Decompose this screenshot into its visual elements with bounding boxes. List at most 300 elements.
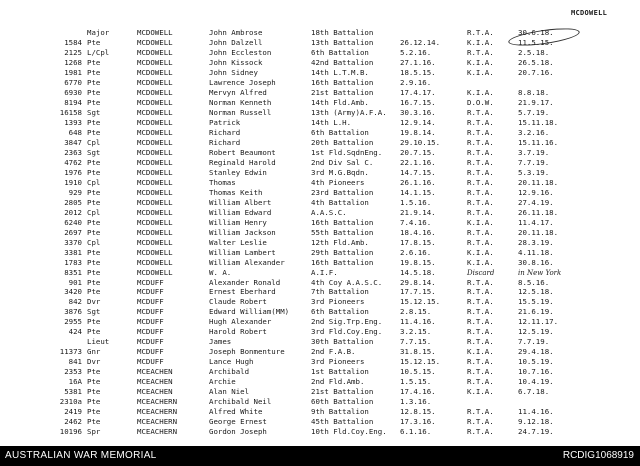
table-row xyxy=(0,317,640,327)
table-row xyxy=(0,198,640,208)
unit: 9th Battalion xyxy=(311,407,369,417)
service-number: 8351 xyxy=(64,267,82,277)
rank: Cpl xyxy=(87,237,101,247)
unit: 60th Battalion xyxy=(311,397,374,407)
enlistment-date: 17.3.16. xyxy=(400,417,436,427)
unit: 14th L.T.M.B. xyxy=(311,67,369,77)
enlistment-date: 19.8.15. xyxy=(400,257,436,267)
fate-date: 5.3.19. xyxy=(518,167,550,177)
surname: MCDOWELL xyxy=(137,37,173,47)
surname: MCDOWELL xyxy=(137,167,173,177)
enlistment-date: 20.7.15. xyxy=(400,147,436,157)
fate-date: 10.5.19. xyxy=(518,357,554,367)
service-number: 2419 xyxy=(64,407,82,417)
rank: Pte xyxy=(87,277,101,287)
unit: 2nd F.A.B. xyxy=(311,347,356,357)
fate-date: 11.4.17. xyxy=(518,217,554,227)
enlistment-date: 6.1.16. xyxy=(400,427,432,437)
enlistment-date: 21.9.14. xyxy=(400,207,436,217)
surname: MCEACHERN xyxy=(137,427,178,437)
page-header-surname: MCDOWELL xyxy=(571,9,608,17)
fate: R.T.A. xyxy=(467,307,494,317)
unit: 3rd Pioneers xyxy=(311,297,365,307)
rank: Pte xyxy=(87,247,101,257)
fate-date: 10.4.19. xyxy=(518,377,554,387)
fate: R.T.A. xyxy=(467,317,494,327)
fate: R.T.A. xyxy=(467,127,494,137)
surname: MCDOWELL xyxy=(137,107,173,117)
fate: R.T.A. xyxy=(467,147,494,157)
unit: 21st Battalion xyxy=(311,387,374,397)
table-row xyxy=(0,188,640,198)
table-row xyxy=(0,347,640,357)
rank: L/Cpl xyxy=(87,47,110,57)
given-names: John Dalzell xyxy=(209,37,263,47)
enlistment-date: 19.8.14. xyxy=(400,127,436,137)
fate: R.T.A. xyxy=(467,187,494,197)
service-number: 1584 xyxy=(64,37,82,47)
fate: Discard xyxy=(467,268,495,277)
fate-date: 11.4.16. xyxy=(518,407,554,417)
fate-date: 30.8.16. xyxy=(518,257,554,267)
fate: R.T.A. xyxy=(467,377,494,387)
surname: MCDUFF xyxy=(137,277,164,287)
service-number: 1268 xyxy=(64,57,82,67)
fate-date: 26.11.18. xyxy=(518,207,559,217)
rank: Dvr xyxy=(87,297,101,307)
unit: 23rd Battalion xyxy=(311,187,374,197)
enlistment-date: 1.5.15. xyxy=(400,377,432,387)
rank: Pte xyxy=(87,187,101,197)
enlistment-date: 3.2.15. xyxy=(400,327,432,337)
fate-date: 15.5.19. xyxy=(518,297,554,307)
fate: R.T.A. xyxy=(467,207,494,217)
unit: 12th Fld.Amb. xyxy=(311,237,369,247)
given-names: Thomas Keith xyxy=(209,187,263,197)
table-row xyxy=(0,108,640,118)
fate: R.T.A. xyxy=(467,47,494,57)
unit: 6th Battalion xyxy=(311,127,369,137)
service-number: 2697 xyxy=(64,227,82,237)
rank: Pte xyxy=(87,387,101,397)
enlistment-date: 26.1.16. xyxy=(400,177,436,187)
surname: MCDUFF xyxy=(137,297,164,307)
surname: MCDOWELL xyxy=(137,47,173,57)
unit: 4th Pioneers xyxy=(311,177,365,187)
enlistment-date: 29.10.15. xyxy=(400,137,441,147)
fate: D.O.W. xyxy=(467,97,494,107)
fate-date: in New York xyxy=(518,268,562,277)
unit: 2nd Fld.Amb. xyxy=(311,377,365,387)
rank: Spr xyxy=(87,427,101,437)
unit: 13th Battalion xyxy=(311,37,374,47)
fate-date: 28.3.19. xyxy=(518,237,554,247)
unit: 30th Battalion xyxy=(311,337,374,347)
unit: 4th Battalion xyxy=(311,197,369,207)
service-number: 10196 xyxy=(59,427,82,437)
rank: Pte xyxy=(87,67,101,77)
service-number: 929 xyxy=(68,187,82,197)
given-names: Alan Niel xyxy=(209,387,250,397)
unit: 4th Coy A.A.S.C. xyxy=(311,277,383,287)
unit: 13th (Army)A.F.A. xyxy=(311,107,387,117)
given-names: Lance Hugh xyxy=(209,357,254,367)
rank: Pte xyxy=(87,317,101,327)
rank: Pte xyxy=(87,77,101,87)
unit: 55th Battalion xyxy=(311,227,374,237)
rank: Pte xyxy=(87,397,101,407)
rank: Pte xyxy=(87,37,101,47)
given-names: John Kissock xyxy=(209,57,263,67)
rank: Pte xyxy=(87,327,101,337)
fate-date: 2.5.18. xyxy=(518,47,550,57)
fate-date: 21.9.17. xyxy=(518,97,554,107)
footer-record-id: RCDIG1068919 xyxy=(562,450,634,461)
rank: Cpl xyxy=(87,137,101,147)
given-names: William Edward xyxy=(209,207,272,217)
given-names: Hugh Alexander xyxy=(209,317,272,327)
surname: MCDOWELL xyxy=(137,97,173,107)
fate-date: 12.5.18. xyxy=(518,287,554,297)
fate: K.I.A. xyxy=(467,217,494,227)
unit: 2nd Div Sal C. xyxy=(311,157,374,167)
service-number: 2125 xyxy=(64,47,82,57)
service-number: 4762 xyxy=(64,157,82,167)
enlistment-date: 18.4.16. xyxy=(400,227,436,237)
fate: K.I.A. xyxy=(467,387,494,397)
table-row xyxy=(0,138,640,148)
fate: R.T.A. xyxy=(467,157,494,167)
fate: R.T.A. xyxy=(467,297,494,307)
service-number: 3847 xyxy=(64,137,82,147)
given-names: Edward William(MM) xyxy=(209,307,290,317)
service-number: 2012 xyxy=(64,207,82,217)
fate-date: 15.11.16. xyxy=(518,137,559,147)
surname: MCEACHERN xyxy=(137,397,178,407)
fate: R.T.A. xyxy=(467,277,494,287)
surname: MCDOWELL xyxy=(137,77,173,87)
fate: K.I.A. xyxy=(467,257,494,267)
fate-date: 20.7.16. xyxy=(518,67,554,77)
given-names: Walter Leslie xyxy=(209,237,267,247)
service-number: 1981 xyxy=(64,67,82,77)
unit: 1st Battalion xyxy=(311,367,369,377)
fate-date: 24.7.19. xyxy=(518,427,554,437)
service-number: 3876 xyxy=(64,307,82,317)
table-row xyxy=(0,377,640,387)
enlistment-date: 30.3.16. xyxy=(400,107,436,117)
fate: R.T.A. xyxy=(467,177,494,187)
table-row xyxy=(0,367,640,377)
fate: K.I.A. xyxy=(467,87,494,97)
fate-date: 12.5.19. xyxy=(518,327,554,337)
service-number: 2955 xyxy=(64,317,82,327)
fate-date: 5.7.19. xyxy=(518,107,550,117)
given-names: Patrick xyxy=(209,117,241,127)
service-number: 2363 xyxy=(64,147,82,157)
enlistment-date: 31.8.15. xyxy=(400,347,436,357)
rank: Pte xyxy=(87,377,101,387)
unit: 2nd Sig.Trp.Eng. xyxy=(311,317,383,327)
rank: Pte xyxy=(87,287,101,297)
fate-date: 20.11.18. xyxy=(518,227,559,237)
enlistment-date: 2.6.16. xyxy=(400,247,432,257)
surname: MCEACHERN xyxy=(137,407,178,417)
service-number: 1393 xyxy=(64,117,82,127)
service-number: 5381 xyxy=(64,387,82,397)
rank: Pte xyxy=(87,367,101,377)
table-row xyxy=(0,407,640,417)
rank: Pte xyxy=(87,267,101,277)
enlistment-date: 27.1.16. xyxy=(400,57,436,67)
rank: Pte xyxy=(87,227,101,237)
fate-date: 6.7.18. xyxy=(518,387,550,397)
service-number: 3420 xyxy=(64,287,82,297)
fate-date: 3.7.19. xyxy=(518,147,550,157)
fate: K.I.A. xyxy=(467,347,494,357)
given-names: Reginald Harold xyxy=(209,157,276,167)
surname: MCDOWELL xyxy=(137,237,173,247)
rank: Lieut xyxy=(87,337,110,347)
surname: MCDOWELL xyxy=(137,67,173,77)
surname: MCDOWELL xyxy=(137,28,173,37)
given-names: John Ambrose xyxy=(209,28,263,37)
rank: Pte xyxy=(87,117,101,127)
rank: Pte xyxy=(87,157,101,167)
fate-date: 15.11.18. xyxy=(518,117,559,127)
enlistment-date: 11.4.16. xyxy=(400,317,436,327)
fate: R.T.A. xyxy=(467,137,494,147)
service-number: 3370 xyxy=(64,237,82,247)
table-row xyxy=(0,327,640,337)
given-names: Joseph Bonmenture xyxy=(209,347,285,357)
surname: MCDOWELL xyxy=(137,257,173,267)
given-names: Norman Russell xyxy=(209,107,272,117)
given-names: Archie xyxy=(209,377,236,387)
enlistment-date: 15.12.15. xyxy=(400,297,441,307)
given-names: Thomas xyxy=(209,177,236,187)
fate: R.T.A. xyxy=(467,327,494,337)
given-names: Robert Beaumont xyxy=(209,147,276,157)
surname: MCDOWELL xyxy=(137,147,173,157)
table-row xyxy=(0,218,640,228)
enlistment-date: 22.1.16. xyxy=(400,157,436,167)
given-names: Harold Robert xyxy=(209,327,267,337)
unit: 18th Battalion xyxy=(311,28,374,37)
surname: MCDOWELL xyxy=(137,247,173,257)
unit: 14th L.H. xyxy=(311,117,352,127)
service-number: 2353 xyxy=(64,367,82,377)
fate: R.T.A. xyxy=(467,237,494,247)
fate: R.T.A. xyxy=(467,167,494,177)
surname: MCDOWELL xyxy=(137,207,173,217)
table-row xyxy=(0,58,640,68)
enlistment-date: 17.4.16. xyxy=(400,387,436,397)
given-names: John Eccleston xyxy=(209,47,272,57)
service-number: 648 xyxy=(68,127,82,137)
unit: 3rd M.G.Bqdn. xyxy=(311,167,369,177)
table-row xyxy=(0,357,640,367)
service-number: 8194 xyxy=(64,97,82,107)
rank: Pte xyxy=(87,407,101,417)
surname: MCDOWELL xyxy=(137,117,173,127)
given-names: Archibald xyxy=(209,367,250,377)
fate-date: 12.11.17. xyxy=(518,317,559,327)
surname: MCDOWELL xyxy=(137,57,173,67)
given-names: Lawrence Joseph xyxy=(209,77,276,87)
unit: 20th Battalion xyxy=(311,137,374,147)
fate: R.T.A. xyxy=(467,197,494,207)
service-number: 901 xyxy=(68,277,82,287)
table-row xyxy=(0,118,640,128)
table-row xyxy=(0,397,640,407)
enlistment-date: 29.8.14. xyxy=(400,277,436,287)
rank: Pte xyxy=(87,217,101,227)
service-number: 2805 xyxy=(64,197,82,207)
surname: MCDUFF xyxy=(137,307,164,317)
service-number: 2462 xyxy=(64,417,82,427)
enlistment-date: 26.12.14. xyxy=(400,37,441,47)
service-number: 1783 xyxy=(64,257,82,267)
rank: Pte xyxy=(87,257,101,267)
service-number: 11373 xyxy=(59,347,82,357)
given-names: Alexander Ronald xyxy=(209,277,281,287)
given-names: William Henry xyxy=(209,217,267,227)
rank: Pte xyxy=(87,417,101,427)
fate: R.T.A. xyxy=(467,357,494,367)
surname: MCDOWELL xyxy=(137,157,173,167)
surname: MCDUFF xyxy=(137,347,164,357)
rank: Major xyxy=(87,28,110,37)
unit: 14th Fld.Amb. xyxy=(311,97,369,107)
enlistment-date: 2.9.16. xyxy=(400,77,432,87)
enlistment-date: 1.3.16. xyxy=(400,397,432,407)
table-row xyxy=(0,258,640,268)
table-row xyxy=(0,88,640,98)
fate: K.I.A. xyxy=(467,67,494,77)
surname: MCDOWELL xyxy=(137,197,173,207)
table-row xyxy=(0,228,640,238)
service-number: 842 xyxy=(68,297,82,307)
given-names: William Alexander xyxy=(209,257,285,267)
rank: Dvr xyxy=(87,357,101,367)
unit: 16th Battalion xyxy=(311,257,374,267)
enlistment-date: 7.4.16. xyxy=(400,217,432,227)
fate-date: 8.8.18. xyxy=(518,87,550,97)
given-names: Ernest Eberhard xyxy=(209,287,276,297)
table-row xyxy=(0,278,640,288)
fate-date: 10.7.16. xyxy=(518,367,554,377)
fate-date: 11.5.15. xyxy=(518,37,554,47)
surname: MCDUFF xyxy=(137,287,164,297)
given-names: James xyxy=(209,337,232,347)
unit: 10th Fld.Coy.Eng. xyxy=(311,427,387,437)
table-row xyxy=(0,158,640,168)
rank: Gnr xyxy=(87,347,101,357)
enlistment-date: 5.2.16. xyxy=(400,47,432,57)
surname: MCDOWELL xyxy=(137,217,173,227)
given-names: Gordon Joseph xyxy=(209,427,267,437)
service-number: 16158 xyxy=(59,107,82,117)
enlistment-date: 17.8.15. xyxy=(400,237,436,247)
unit: 42nd Battalion xyxy=(311,57,374,67)
table-row xyxy=(0,248,640,258)
unit: A.I.F. xyxy=(311,267,338,277)
table-row xyxy=(0,98,640,108)
enlistment-date: 12.8.15. xyxy=(400,407,436,417)
given-names: John Sidney xyxy=(209,67,258,77)
table-row xyxy=(0,28,640,38)
unit: 7th Battalion xyxy=(311,287,369,297)
fate-date: 7.7.19. xyxy=(518,337,550,347)
enlistment-date: 17.7.15. xyxy=(400,287,436,297)
fate-date: 4.11.18. xyxy=(518,247,554,257)
surname: MCDUFF xyxy=(137,337,164,347)
surname: MCDOWELL xyxy=(137,187,173,197)
given-names: W. A. xyxy=(209,267,232,277)
table-row xyxy=(0,297,640,307)
table-row xyxy=(0,128,640,138)
surname: MCDOWELL xyxy=(137,127,173,137)
surname: MCDOWELL xyxy=(137,177,173,187)
service-number: 6770 xyxy=(64,77,82,87)
fate-date: 27.4.19. xyxy=(518,197,554,207)
table-row xyxy=(0,78,640,88)
enlistment-date: 14.5.18. xyxy=(400,267,436,277)
unit: 21st Battalion xyxy=(311,87,374,97)
unit: 45th Battalion xyxy=(311,417,374,427)
rank: Pte xyxy=(87,97,101,107)
surname: MCDOWELL xyxy=(137,137,173,147)
fate-date: 30.6.18. xyxy=(518,28,554,37)
surname: MCDOWELL xyxy=(137,227,173,237)
fate-date: 21.6.19. xyxy=(518,307,554,317)
surname: MCEACHEN xyxy=(137,367,173,377)
fate-date: 7.7.19. xyxy=(518,157,550,167)
enlistment-date: 1.5.16. xyxy=(400,197,432,207)
rank: Pte xyxy=(87,127,101,137)
service-number: 2310a xyxy=(59,397,82,407)
service-number: 841 xyxy=(68,357,82,367)
service-number: 3381 xyxy=(64,247,82,257)
fate-date: 3.2.16. xyxy=(518,127,550,137)
fate: R.T.A. xyxy=(467,407,494,417)
given-names: Alfred White xyxy=(209,407,263,417)
service-number: 16A xyxy=(68,377,82,387)
enlistment-date: 15.12.15. xyxy=(400,357,441,367)
footer-bar xyxy=(0,446,640,466)
unit: 3rd Pioneers xyxy=(311,357,365,367)
surname: MCDUFF xyxy=(137,317,164,327)
fate: R.T.A. xyxy=(467,117,494,127)
surname: MCDOWELL xyxy=(137,87,173,97)
table-row xyxy=(0,148,640,158)
fate: R.T.A. xyxy=(467,287,494,297)
enlistment-date: 7.7.15. xyxy=(400,337,432,347)
surname: MCEACHERN xyxy=(137,417,178,427)
table-row xyxy=(0,178,640,188)
table-row xyxy=(0,268,640,278)
fate: R.T.A. xyxy=(467,367,494,377)
rank: Pte xyxy=(87,87,101,97)
fate-date: 20.11.18. xyxy=(518,177,559,187)
surname: MCDUFF xyxy=(137,357,164,367)
unit: 3rd Fld.Coy.Eng. xyxy=(311,327,383,337)
unit: 16th Battalion xyxy=(311,217,374,227)
given-names: Norman Kenneth xyxy=(209,97,272,107)
fate: R.T.A. xyxy=(467,427,494,437)
table-row xyxy=(0,307,640,317)
